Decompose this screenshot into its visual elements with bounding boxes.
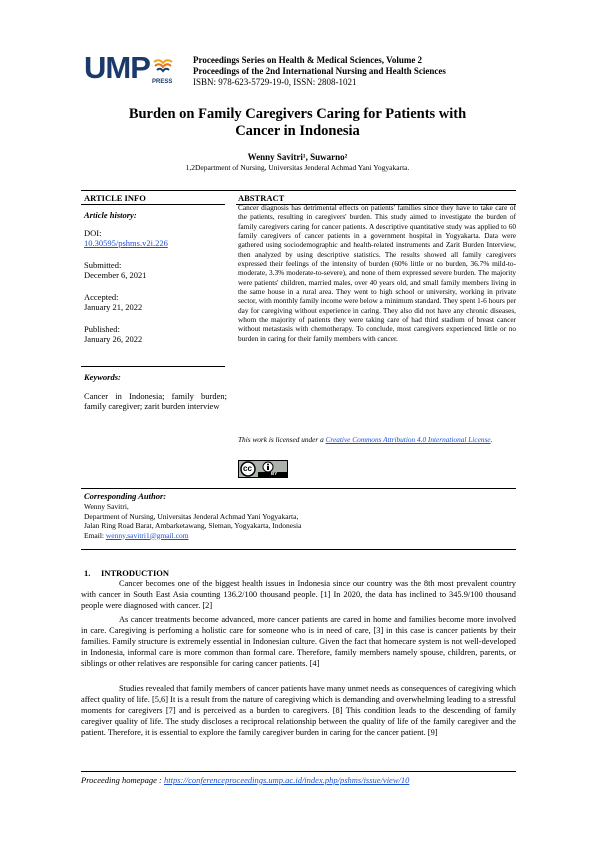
accepted-label: Accepted: bbox=[84, 291, 119, 302]
journal-header bbox=[193, 55, 446, 88]
corr-address: Jalan Ring Road Barat, Ambarketawang, Sleman, Yogyakarta, Indonesia bbox=[84, 521, 302, 530]
keywords: Cancer in Indonesia; family burden; family caregiver; zarit burden interview bbox=[84, 390, 227, 411]
divider bbox=[81, 488, 516, 489]
keywords-block bbox=[84, 372, 227, 412]
series-name: Proceedings Series on Health & Medical Sciences, Volume 2 bbox=[193, 55, 423, 65]
divider bbox=[81, 549, 516, 550]
divider bbox=[81, 771, 516, 772]
divider bbox=[81, 190, 516, 191]
isbn-issn: ISBN: 978-623-5729-19-0, ISSN: 2808-1021 bbox=[193, 77, 357, 87]
doi-link[interactable]: 10.30595/pshms.v2i.226 bbox=[84, 238, 168, 248]
abstract-text: Cancer diagnosis has detrimental effects on patients' families since they have to take care of the patients, resulting in caregivers' burden. This study aimed to investigate the burden of family caregivers caring for cancer patients. A descriptive quantitative study was applied to 60 family caregivers of cancer patients in a government hospital in Yogyakarta. Data were gathered using sociodemographic and health-related instruments and Zarit Burden Interview, then analyzed by using descriptive statistics. The results showed all family caregivers expressed their feelings of the intensity of burden (60% little or no burden, 36.7% mild-to-moderate, 3.3% moderate-to-severe), and none of them expressed severe burden. The majority were patients' children, married males, over 40 years old, and small family members living in the same house in a rural area. They went to high school or university, working in private sector, with monthly family income were below a minimum standard. They spent 1-6 hours per day for caregiving without experience in caring. They also did not have any chronic diseases, whom the majority of patients they were taking care of had third stadium of breast cancer without metastasis with chemotherapy. To conclude, most caregivers experienced little or no burden in caring for their family members with cancer. bbox=[238, 203, 517, 343]
doi-label: DOI: bbox=[84, 227, 102, 238]
affiliation: 1,2Department of Nursing, Universitas Jenderal Achmad Yani Yogyakarta. bbox=[185, 163, 410, 172]
license-link[interactable]: Creative Commons Attribution 4.0 International License bbox=[325, 435, 491, 444]
published-label: Published: bbox=[84, 323, 120, 334]
divider bbox=[81, 204, 225, 205]
book-icon bbox=[152, 56, 174, 78]
paper-title: Burden on Family Caregivers Caring for Patients with Cancer in Indonesia bbox=[128, 106, 467, 139]
history-label: Article history: bbox=[84, 210, 137, 220]
logo-text: UMP bbox=[84, 50, 150, 85]
corr-dept: Department of Nursing, Universitas Jenderal Achmad Yani Yogyakarta, bbox=[84, 511, 299, 521]
article-info-heading: ARTICLE INFO bbox=[84, 193, 146, 203]
logo-sub: PRESS bbox=[152, 79, 173, 85]
footer bbox=[81, 775, 409, 785]
email-link[interactable]: wenny.savitri1@gmail.com bbox=[105, 530, 189, 540]
proceedings-name: Proceedings of the 2nd International Nursing and Health Sciences bbox=[193, 66, 446, 76]
intro-heading: 1. INTRODUCTION bbox=[84, 568, 170, 578]
corr-name: Wenny Savitri, bbox=[84, 502, 129, 511]
corresponding-heading: Corresponding Author: bbox=[84, 491, 167, 501]
submitted-label: Submitted: bbox=[84, 259, 122, 270]
keywords-label: Keywords: bbox=[84, 372, 121, 382]
article-history bbox=[84, 210, 229, 345]
authors: Wenny Savitri¹, Suwarno² bbox=[247, 152, 348, 162]
by-label: BY bbox=[271, 471, 278, 476]
published-date: January 26, 2022 bbox=[84, 334, 143, 344]
abstract-heading: ABSTRACT bbox=[238, 193, 285, 203]
intro-paragraph-2: As cancer treatments become advanced, more cancer patients are cared in home and families become more involved in care. Caregiving is perfoming a holistic care for someone who is in need of care, [3] in this case is cancer patients by their families. Family structure is extremely essential in Indonesian culture. Given the fact that homecare system is not well-developed in Indonesia, informal care is more common than formal care. Therefore, family members namely spouse, children, parents, or siblings or other relatives are responsible for caring cancer patients. [4] bbox=[81, 615, 516, 668]
submitted-date: December 6, 2021 bbox=[84, 270, 147, 280]
correspondence bbox=[84, 491, 301, 540]
ump-press-logo bbox=[84, 52, 184, 92]
divider bbox=[81, 366, 225, 367]
intro-paragraph-1: Cancer becomes one of the biggest health issues in Indonesia since our country was the 8th most prevalent country with cancer in South East Asia counting 136.2/100 thousand people. [1] In 2020, the data has inclined to 345.9/100 thousand people were diagnosed with cancer. [2] bbox=[81, 579, 516, 610]
accepted-date: January 21, 2022 bbox=[84, 302, 143, 312]
homepage-link[interactable]: https://conferenceproceedings.ump.ac.id/index.php/pshms/issue/view/10 bbox=[164, 775, 410, 785]
footer-label: Proceeding homepage : bbox=[81, 775, 165, 785]
corr-email: Email: wenny.savitri1@gmail.com bbox=[84, 530, 189, 540]
cc-by-badge[interactable] bbox=[238, 460, 288, 478]
cc-icon: cc bbox=[243, 464, 252, 473]
intro-paragraph-3: Studies revealed that family members of cancer patients have many unmet needs as consequences of caregiving which affect quality of life. [5,6] It is a result from the nature of caregiving which is demanding and overwhelming leading to a stressful moments for caregivers [7] and is perceived as a burden to caregivers. [8] This condition leads to the descending of family caregiver quality of life. The study discloses a reciprocal relationship between the quality of life of the family caregiver and the patient. Therefore, it is essential to explore the family caregiver burden in caring for the cancer patient. [9] bbox=[81, 684, 516, 737]
license-note: This work is licensed under a Creative Commons Attribution 4.0 International License. bbox=[238, 435, 493, 444]
